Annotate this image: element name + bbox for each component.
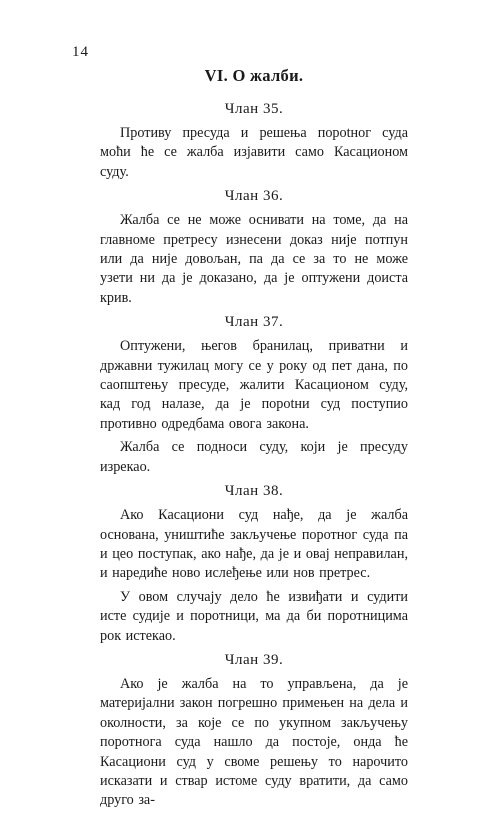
article-paragraph: Оптужени, његов бранилац, приватни и државни тужилац могу се у року од пет дана, по саопштењу пресуде, жалити Касационом суду, кад год налазе, да је пороtни суд поступио противно одредбама овога закона.: [100, 338, 408, 432]
article-35: [100, 101, 408, 182]
article-paragraph: Ако Касациони суд нађе, да је жалба основана, уништиће закључење поротног суда па и цео поступак, ако нађе, да је и овај неправилан, и нaредиће ново ислеђење или нов претрес.: [100, 507, 408, 582]
page-number: 14: [72, 44, 89, 60]
article-38: [100, 483, 408, 646]
article-paragraph: Жалба се подноси суду, који је пресуду изрекао.: [100, 439, 408, 475]
article-heading: Члан 39.: [224, 651, 284, 668]
page-content: [100, 66, 408, 817]
article-heading: Члан 36.: [224, 188, 284, 205]
article-heading: Члан 35.: [224, 101, 284, 117]
article-heading: Члан 37.: [224, 314, 284, 331]
article-paragraph: Противу пресуда и решења пороtног суда моћи ће се жалба изјавити само Касационом суду.: [100, 125, 408, 180]
article-paragraph: Жалба се не може оснивати на томе, да на главноме претресу изнесени доказ није потпун или да није довољан, па да се за то не може узети ни да је доказано, да је оптужени доиста крив.: [100, 212, 408, 306]
article-heading: Члан 38.: [224, 483, 284, 500]
article-36: [100, 188, 408, 308]
article-39: [100, 652, 408, 811]
article-37: [100, 314, 408, 477]
chapter-title: VI. О жалби.: [204, 66, 304, 85]
article-paragraph: У овом случају дело ће извиђати и судити исте судије и поротници, ма да би поротницима рок истекао.: [100, 588, 408, 644]
article-paragraph: Ако је жалба на то управљена, да је материјални закон погрешно примењен на дела и околности, за које се по укупном закључењу поротнога суда нашло да постоје, онда ће Касациони суд у своме решењу то нарочито исказати и ствар истоме суду вратити, да само друго за-: [100, 675, 408, 809]
